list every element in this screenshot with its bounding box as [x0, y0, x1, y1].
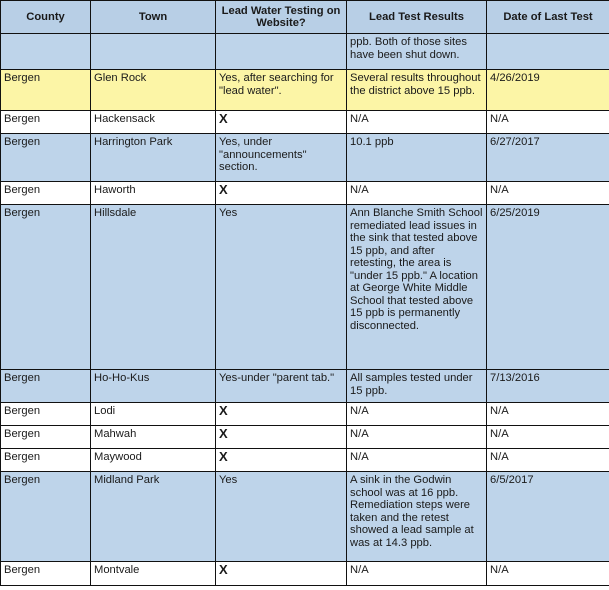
- cell-town: Hillsdale: [91, 205, 216, 370]
- cell-county: Bergen: [1, 205, 91, 370]
- cell-county: Bergen: [1, 111, 91, 134]
- cell-date: 6/25/2019: [487, 205, 609, 370]
- cell-results: N/A: [347, 403, 487, 426]
- table-row: [1, 370, 609, 403]
- cell-date: N/A: [487, 449, 609, 472]
- cell-results: N/A: [347, 182, 487, 205]
- table-row: [1, 426, 609, 449]
- table-row: [1, 449, 609, 472]
- cell-website: X: [216, 111, 347, 134]
- cell-results: N/A: [347, 111, 487, 134]
- cell-county: Bergen: [1, 134, 91, 182]
- cell-results: N/A: [347, 426, 487, 449]
- cell-website: [216, 34, 347, 70]
- cell-town: Haworth: [91, 182, 216, 205]
- cell-county: Bergen: [1, 562, 91, 586]
- cell-county: Bergen: [1, 370, 91, 403]
- table-row: [1, 472, 609, 562]
- cell-town: Midland Park: [91, 472, 216, 562]
- cell-date: 7/13/2016: [487, 370, 609, 403]
- table-row: [1, 111, 609, 134]
- table-row: [1, 403, 609, 426]
- cell-results: A sink in the Godwin school was at 16 ppb. Remediation steps were taken and the retest showed a lead sample at was at 14.3 ppb.: [347, 472, 487, 562]
- cell-website: X: [216, 449, 347, 472]
- cell-town: Lodi: [91, 403, 216, 426]
- cell-website: X: [216, 403, 347, 426]
- cell-town: Mahwah: [91, 426, 216, 449]
- cell-town: [91, 34, 216, 70]
- cell-date: N/A: [487, 182, 609, 205]
- header-date: Date of Last Test: [487, 1, 609, 34]
- cell-results: Several results throughout the district above 15 ppb.: [347, 70, 487, 111]
- header-town: Town: [91, 1, 216, 34]
- header-website: Lead Water Testing on Website?: [216, 1, 347, 34]
- cell-results: ppb. Both of those sites have been shut down.: [347, 34, 487, 70]
- cell-date: 6/27/2017: [487, 134, 609, 182]
- cell-results: N/A: [347, 562, 487, 586]
- cell-website: X: [216, 562, 347, 586]
- table-row: [1, 70, 609, 111]
- table-row: [1, 205, 609, 370]
- cell-date: N/A: [487, 403, 609, 426]
- cell-date: N/A: [487, 562, 609, 586]
- header-results: Lead Test Results: [347, 1, 487, 34]
- cell-county: Bergen: [1, 70, 91, 111]
- cell-results: Ann Blanche Smith School remediated lead issues in the sink that tested above 15 ppb, and after retesting, the area is "under 15 ppb." A location at George White Middle School that tested above 15 ppb is permanently disconnected.: [347, 205, 487, 370]
- header-row: [1, 1, 609, 34]
- table-row: [1, 182, 609, 205]
- cell-website: Yes: [216, 205, 347, 370]
- table-row: [1, 34, 609, 70]
- header-county: County: [1, 1, 91, 34]
- cell-website: Yes, under "announcements" section.: [216, 134, 347, 182]
- cell-town: Glen Rock: [91, 70, 216, 111]
- cell-website: X: [216, 182, 347, 205]
- table-row: [1, 134, 609, 182]
- cell-county: Bergen: [1, 449, 91, 472]
- cell-town: Montvale: [91, 562, 216, 586]
- cell-results: All samples tested under 15 ppb.: [347, 370, 487, 403]
- cell-date: [487, 34, 609, 70]
- cell-county: Bergen: [1, 403, 91, 426]
- cell-website: Yes, after searching for "lead water".: [216, 70, 347, 111]
- cell-date: N/A: [487, 111, 609, 134]
- cell-website: X: [216, 426, 347, 449]
- cell-town: Hackensack: [91, 111, 216, 134]
- table-body: [1, 34, 609, 586]
- cell-county: Bergen: [1, 472, 91, 562]
- cell-town: Maywood: [91, 449, 216, 472]
- cell-results: 10.1 ppb: [347, 134, 487, 182]
- cell-date: N/A: [487, 426, 609, 449]
- cell-date: 6/5/2017: [487, 472, 609, 562]
- cell-website: Yes: [216, 472, 347, 562]
- cell-website: Yes-under "parent tab.": [216, 370, 347, 403]
- cell-county: Bergen: [1, 182, 91, 205]
- cell-county: [1, 34, 91, 70]
- cell-results: N/A: [347, 449, 487, 472]
- cell-town: Harrington Park: [91, 134, 216, 182]
- cell-county: Bergen: [1, 426, 91, 449]
- cell-date: 4/26/2019: [487, 70, 609, 111]
- table-row: [1, 562, 609, 586]
- cell-town: Ho-Ho-Kus: [91, 370, 216, 403]
